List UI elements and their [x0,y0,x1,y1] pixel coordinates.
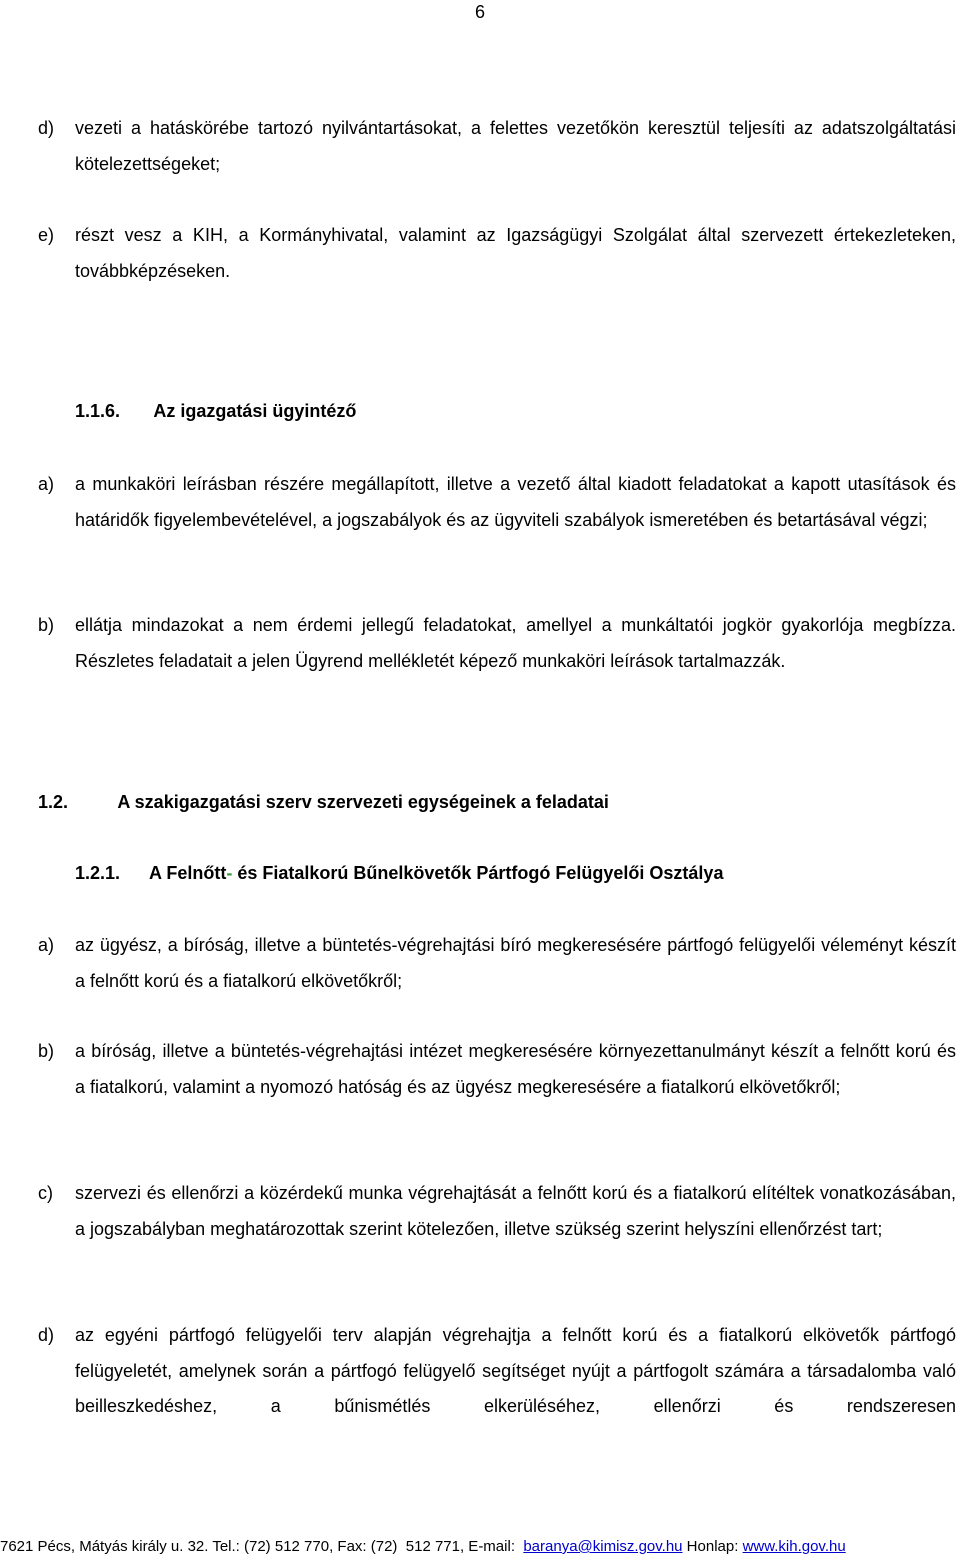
footer-homepage-label: Honlap: [682,1538,743,1555]
heading-title-part2: és Fiatalkorú Bűnelkövetők Pártfogó Felügyelői Osztálya [232,863,724,883]
heading-number: 1.2. [38,792,69,812]
list-item-text: részt vesz a KIH, a Kormányhivatal, valamint az Igazságügyi Szolgálat által szervezett értekezleteken, továbbképzéseken. [75,225,956,281]
heading-title-dash: - [226,863,233,883]
list-item-b [38,1034,956,1105]
list-item-label: e) [38,225,55,245]
list-item-e [38,218,956,289]
list-item-text: szervezi és ellenőrzi a közérdekű munka végrehajtását a felnőtt korú és a fiatalkorú elítéltek vonatkozásában, a jogszabályban meghatározottak szerint kötelezően, illetve szükség szerint helyszíni ellenőrzést tart; [75,1183,956,1239]
heading-number: 1.1.6. [75,401,121,421]
page-footer [0,1537,960,1557]
list-item-a [38,467,956,538]
heading-title: A szakigazgatási szerv szervezeti egységeinek a feladatai [117,792,609,812]
list-item-label: d) [38,1325,55,1345]
list-item-b [38,608,956,679]
list-item-text: ellátja mindazokat a nem érdemi jellegű feladatokat, amellyel a munkáltatói jogkör gyakorlója megbízza. Részletes feladatait a jelen Ügyrend mellékletét képező munkaköri leírások tartalmazzák. [75,615,956,671]
list-item-text: az egyéni pártfogó felügyelői terv alapján végrehajtja a felnőtt korú és a fiatalkorú elkövetők pártfogó felügyeletét, amelynek során a pártfogó felügyelő segítséget nyújt a pártfogolt számára a társadalomba való beilleszkedéshez, a bűnismétlés elkerüléséhez, ellenőrzi és rendszeresen [75,1325,956,1416]
page-number: 6 [474,2,485,22]
list-item-d [38,111,956,182]
section-heading-1-2-1 [75,860,723,886]
section-heading-1-1-6 [75,398,356,424]
footer-email-link[interactable]: baranya@kimisz.gov.hu [523,1538,683,1555]
list-item-text: az ügyész, a bíróság, illetve a büntetés-végrehajtási bíró megkeresésére pártfogó felügyelői véleményt készít a felnőtt korú és a fiatalkorú elkövetőkről; [75,935,956,991]
heading-title-part1: A Felnőtt [149,863,227,883]
list-item-text: vezeti a hatáskörébe tartozó nyilvántartásokat, a felettes vezetőkön keresztül teljesíti az adatszolgáltatási kötelezettségeket; [75,118,956,174]
list-item-label: b) [38,1041,55,1061]
footer-address: 7621 Pécs, Mátyás király u. 32. Tel.: (72) 512 770, Fax: (72) 512 771, E-mail: [0,1538,524,1555]
section-heading-1-2 [38,789,609,815]
list-item-text: a bíróság, illetve a büntetés-végrehajtási intézet megkeresésére környezettanulmányt készít a felnőtt korú és a fiatalkorú, valamint a nyomozó hatóság és az ügyész megkeresésére a fiatalkorú elkövetőkről; [75,1041,956,1097]
list-item-c [38,1176,956,1247]
list-item-label: a) [38,474,55,494]
list-item-d [38,1318,956,1425]
heading-number: 1.2.1. [75,863,121,883]
list-item-label: d) [38,118,55,138]
list-item-label: b) [38,615,55,635]
list-item-a [38,928,956,999]
footer-homepage-link[interactable]: www.kih.gov.hu [742,1538,846,1555]
heading-title: Az igazgatási ügyintéző [153,401,357,421]
list-item-label: a) [38,935,55,955]
list-item-text: a munkaköri leírásban részére megállapított, illetve a vezető által kiadott feladatokat a kapott utasítások és határidők figyelembevételével, a jogszabályok és az ügyviteli szabályok ismeretében és betartásával végzi; [75,474,956,530]
list-item-label: c) [38,1183,53,1203]
